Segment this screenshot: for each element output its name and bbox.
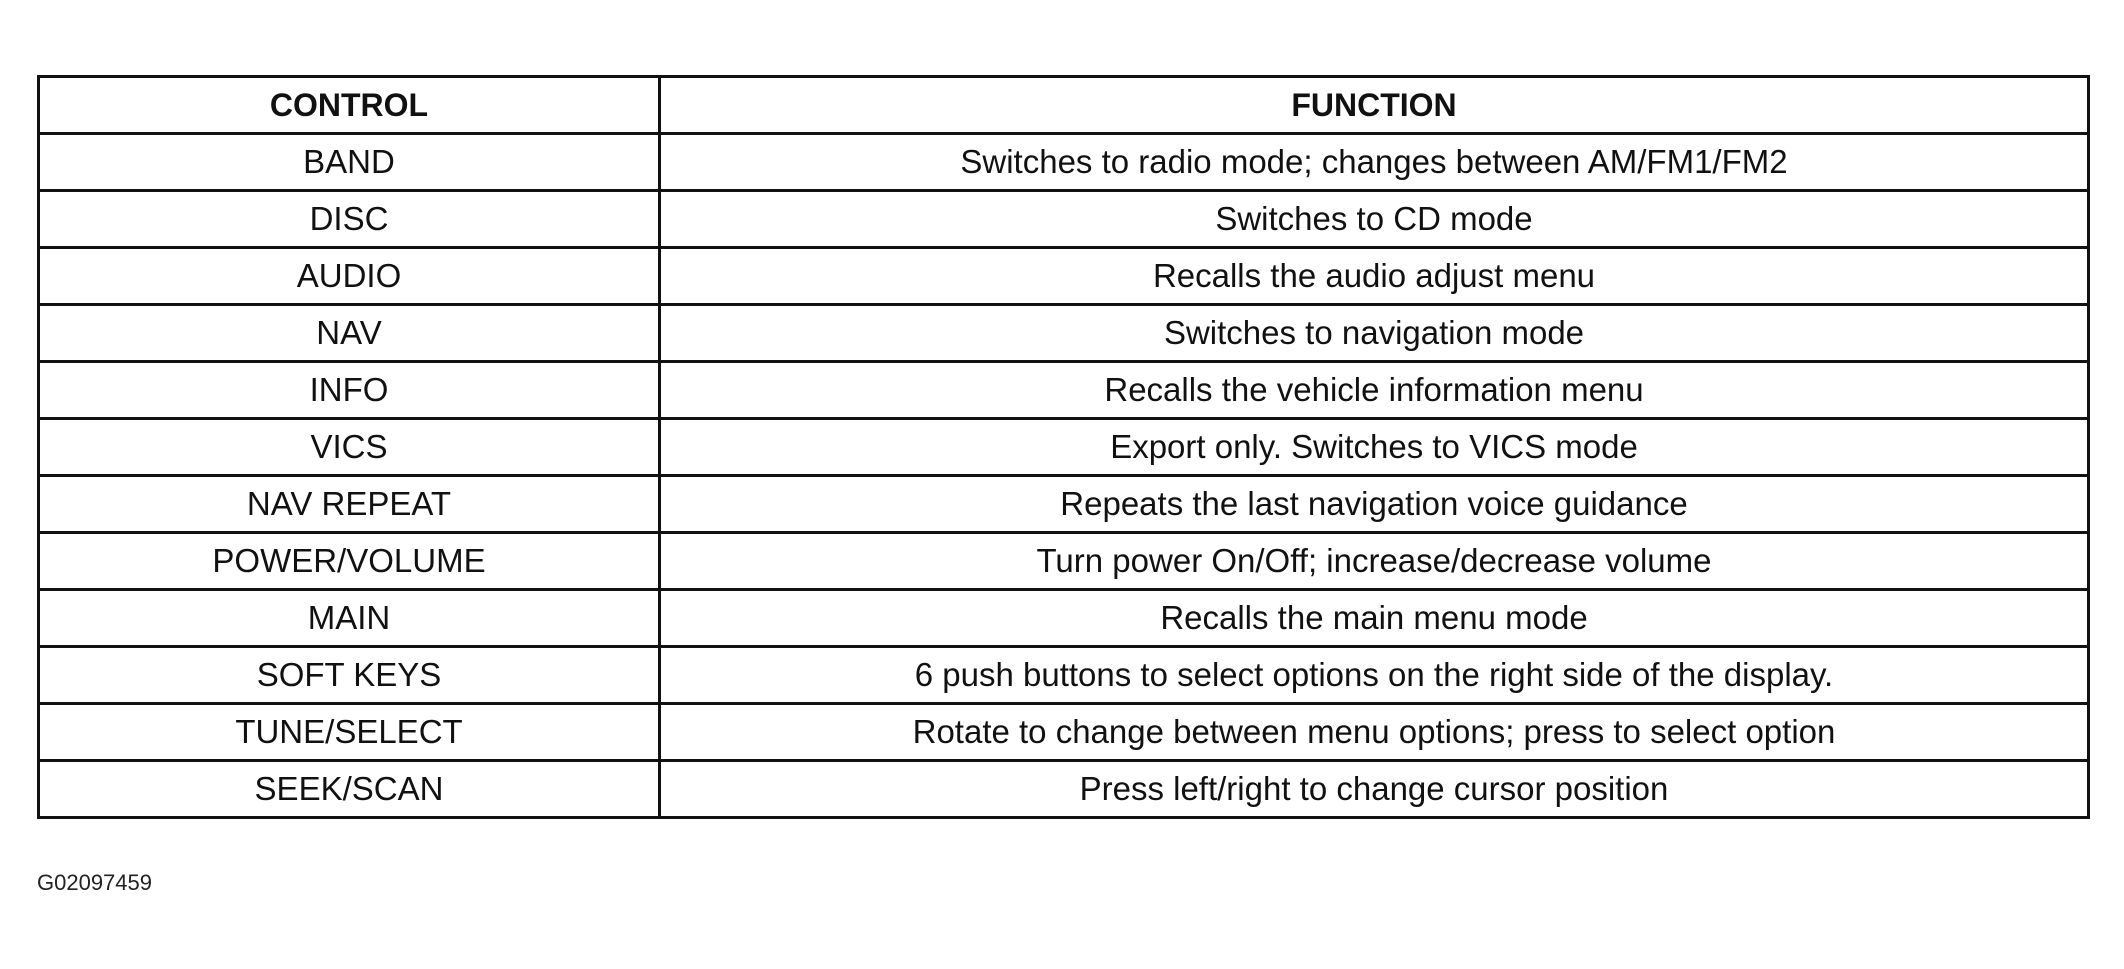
- cell-function: Turn power On/Off; increase/decrease volume: [660, 533, 2089, 590]
- table-header-row: [39, 77, 2089, 134]
- control-function-table-wrapper: [37, 75, 2087, 819]
- cell-control: NAV: [39, 305, 660, 362]
- table-row: [39, 533, 2089, 590]
- table-row: [39, 419, 2089, 476]
- cell-function: 6 push buttons to select options on the right side of the display.: [660, 647, 2089, 704]
- figure-id: G02097459: [37, 870, 152, 895]
- cell-control: DISC: [39, 191, 660, 248]
- cell-control: VICS: [39, 419, 660, 476]
- table-row: [39, 761, 2089, 818]
- control-function-table: [37, 75, 2090, 819]
- cell-control: SOFT KEYS: [39, 647, 660, 704]
- cell-control: INFO: [39, 362, 660, 419]
- cell-control: BAND: [39, 134, 660, 191]
- cell-function: Recalls the vehicle information menu: [660, 362, 2089, 419]
- cell-function: Press left/right to change cursor position: [660, 761, 2089, 818]
- table-row: [39, 476, 2089, 533]
- cell-control: MAIN: [39, 590, 660, 647]
- cell-function: Export only. Switches to VICS mode: [660, 419, 2089, 476]
- table-row: [39, 647, 2089, 704]
- cell-function: Switches to radio mode; changes between AM/FM1/FM2: [660, 134, 2089, 191]
- cell-control: AUDIO: [39, 248, 660, 305]
- table-row: [39, 191, 2089, 248]
- cell-function: Rotate to change between menu options; press to select option: [660, 704, 2089, 761]
- cell-function: Recalls the audio adjust menu: [660, 248, 2089, 305]
- table-row: [39, 362, 2089, 419]
- cell-function: Switches to navigation mode: [660, 305, 2089, 362]
- table-row: [39, 248, 2089, 305]
- cell-function: Recalls the main menu mode: [660, 590, 2089, 647]
- cell-function: Repeats the last navigation voice guidance: [660, 476, 2089, 533]
- cell-control: TUNE/SELECT: [39, 704, 660, 761]
- cell-control: POWER/VOLUME: [39, 533, 660, 590]
- table-row: [39, 704, 2089, 761]
- cell-function: Switches to CD mode: [660, 191, 2089, 248]
- cell-control: NAV REPEAT: [39, 476, 660, 533]
- table-row: [39, 590, 2089, 647]
- table-row: [39, 305, 2089, 362]
- header-function: FUNCTION: [660, 77, 2089, 134]
- header-control: CONTROL: [39, 77, 660, 134]
- table-row: [39, 134, 2089, 191]
- cell-control: SEEK/SCAN: [39, 761, 660, 818]
